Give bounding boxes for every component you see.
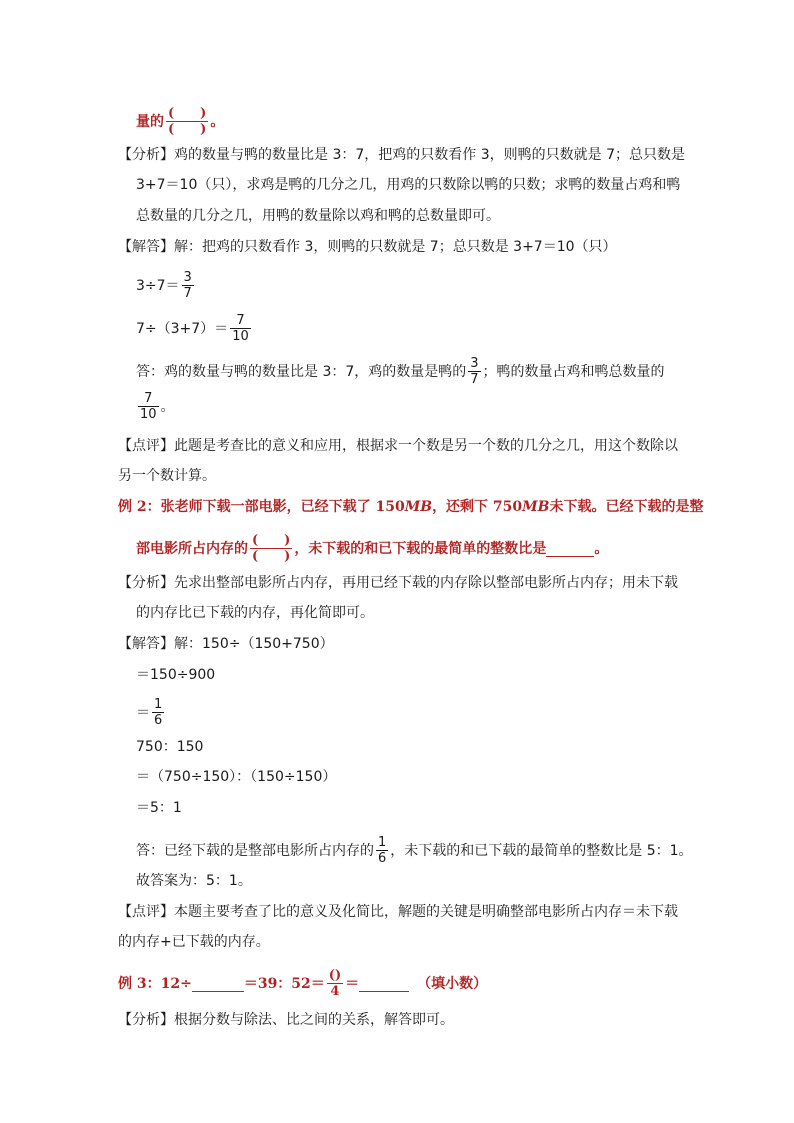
solution-text: 解：把鸡的只数看作 3，则鸭的只数就是 7；总只数是 3+7＝10（只） xyxy=(174,239,617,255)
fraction-numerator: 7 xyxy=(144,391,153,406)
step-text: ＝150÷900 xyxy=(136,667,216,683)
fraction-denominator: 6 xyxy=(154,713,163,728)
analysis-text: 先求出整部电影所占内存，再用已经下载的内存除以整部电影所占内存；用未下载 xyxy=(174,575,678,591)
analysis-text: 总数量的几分之几，用鸭的数量除以鸡和鸭的总数量即可。 xyxy=(136,208,500,224)
ex2-step-5 xyxy=(136,767,336,787)
comment-text: 本题主要考查了比的意义及化简比，解题的关键是明确整部电影所占内存＝未下载 xyxy=(174,904,678,920)
answer-fraction xyxy=(468,356,480,387)
top-prefix: 量的 xyxy=(136,113,164,130)
ex2-step-3 xyxy=(136,697,166,728)
answer-text: 答：鸡的数量与鸭的数量比是 3：7，鸡的数量是鸭的 xyxy=(136,363,467,380)
ex2-step-2 xyxy=(136,665,215,685)
fraction-numerator: 1 xyxy=(154,697,163,712)
equation-left: 7÷（3+7）＝ xyxy=(136,320,229,337)
equation-fraction xyxy=(230,313,251,344)
top-line xyxy=(136,106,224,137)
title-text: ，还剩下 750 xyxy=(432,499,523,515)
top-suffix: 。 xyxy=(210,113,225,130)
answer-blank[interactable] xyxy=(192,975,244,992)
ex2-analysis-line-2 xyxy=(136,603,374,623)
answer-blank[interactable] xyxy=(359,975,409,992)
fraction-denominator: 4 xyxy=(330,984,340,999)
analysis-text: 根据分数与除法、比之间的关系，解答即可。 xyxy=(174,1012,454,1028)
analysis-tag: 【分析】 xyxy=(118,1012,174,1028)
analysis-text: 鸡的数量与鸭的数量比是 3：7，把鸡的只数看作 3，则鸭的只数就是 7；总只数是 xyxy=(174,147,685,163)
title-text: ，未下载的和已下载的最简单的整数比是 xyxy=(294,540,547,557)
step-text: 750：150 xyxy=(136,739,204,755)
solution-tag: 【解答】 xyxy=(118,239,174,255)
ex2-title-line-1 xyxy=(118,497,704,517)
title-text: 例 3：12÷ xyxy=(118,975,192,992)
answer-suffix: 。 xyxy=(160,398,175,415)
title-text: 。 xyxy=(594,540,609,557)
ex2-final-answer xyxy=(136,871,252,891)
analysis-tag: 【分析】 xyxy=(118,147,174,163)
title-text: ＝39：52＝ xyxy=(243,975,325,992)
answer-fraction xyxy=(376,835,388,866)
answer-text: ，未下载的和已下载的最简单的整数比是 5：1。 xyxy=(390,842,693,859)
ex3-title xyxy=(118,968,487,999)
step-text: ＝5：1 xyxy=(136,800,182,816)
ex1-answer-line-2 xyxy=(136,391,175,422)
comment-text: 的内存+已下载的内存。 xyxy=(118,934,270,950)
unit-text: MB xyxy=(404,499,433,515)
ex1-analysis-line-3 xyxy=(136,206,500,226)
solution-tag: 【解答】 xyxy=(118,636,174,652)
comment-text: 此题是考查比的意义和应用，根据求一个数是另一个数的几分之几，用这个数除以 xyxy=(174,438,678,454)
ex2-answer-line xyxy=(136,835,693,866)
ex2-analysis-line-1 xyxy=(118,573,678,593)
fraction-denominator: 10 xyxy=(232,329,249,344)
fraction-denominator: 6 xyxy=(378,851,387,866)
fraction-numerator: 3 xyxy=(183,270,192,285)
fraction-denominator: 10 xyxy=(140,407,157,422)
ex2-step-6 xyxy=(136,798,182,818)
fraction-numerator: 7 xyxy=(236,313,245,328)
fraction-numerator: () xyxy=(328,968,342,983)
answer-text: ；鸭的数量占鸡和鸭总数量的 xyxy=(482,363,665,380)
ex1-analysis-line-1 xyxy=(118,145,685,165)
ex1-equation-2 xyxy=(136,313,253,344)
equation-left: 3÷7＝ xyxy=(136,277,180,294)
title-text: ＝ xyxy=(345,975,360,992)
comment-text: 另一个数计算。 xyxy=(118,468,216,484)
top-fraction xyxy=(166,106,208,137)
analysis-text: 的内存比已下载的内存，再化简即可。 xyxy=(136,605,374,621)
step-text: ＝ xyxy=(136,704,150,721)
comment-tag: 【点评】 xyxy=(118,904,174,920)
fraction-numerator: ( ) xyxy=(252,533,291,548)
answer-text: 答：已经下载的是整部电影所占内存的 xyxy=(136,842,374,859)
final-answer-text: 故答案为：5：1。 xyxy=(136,873,252,889)
ex1-equation-1 xyxy=(136,270,196,301)
fraction-denominator: ( ) xyxy=(252,549,291,564)
title-fraction xyxy=(327,968,343,999)
title-fraction xyxy=(250,533,292,564)
analysis-tag: 【分析】 xyxy=(118,575,174,591)
title-text: 未下载。已经下载的是整 xyxy=(549,499,704,515)
analysis-text: 3+7＝10（只），求鸡是鸭的几分之几，用鸡的只数除以鸭的只数；求鸭的数量占鸡和鸭 xyxy=(136,177,681,193)
fraction-denominator: 7 xyxy=(183,286,192,301)
unit-text: MB xyxy=(522,499,550,515)
fraction-denominator: 7 xyxy=(470,372,479,387)
title-text: 例 2：张老师下载一部电影，已经下载了 150 xyxy=(118,499,405,515)
equation-fraction xyxy=(182,270,194,301)
ex2-comment-line-2 xyxy=(118,932,270,952)
ex1-comment-line-1 xyxy=(118,436,678,456)
ex2-solution-line-1 xyxy=(118,634,334,654)
step-fraction xyxy=(152,697,164,728)
title-text: （填小数） xyxy=(417,975,488,992)
comment-tag: 【点评】 xyxy=(118,438,174,454)
answer-blank[interactable] xyxy=(546,540,594,557)
solution-text: 解：150÷（150+750） xyxy=(174,636,334,652)
answer-fraction xyxy=(138,391,159,422)
fraction-numerator: 1 xyxy=(378,835,387,850)
step-text: ＝（750÷150）：（150÷150） xyxy=(136,769,337,785)
fraction-denominator: ( ) xyxy=(168,122,207,137)
ex1-comment-line-2 xyxy=(118,466,216,486)
fraction-numerator: ( ) xyxy=(168,106,207,121)
ex1-analysis-line-2 xyxy=(136,175,680,195)
ex3-analysis-line-1 xyxy=(118,1010,454,1030)
ex2-title-line-2 xyxy=(136,533,608,564)
ex1-answer-line-1 xyxy=(136,356,665,387)
fraction-numerator: 3 xyxy=(470,356,479,371)
ex1-solution-line-1 xyxy=(118,237,617,257)
title-text: 部电影所占内存的 xyxy=(136,540,248,557)
ex2-comment-line-1 xyxy=(118,902,678,922)
ex2-step-4 xyxy=(136,737,203,757)
